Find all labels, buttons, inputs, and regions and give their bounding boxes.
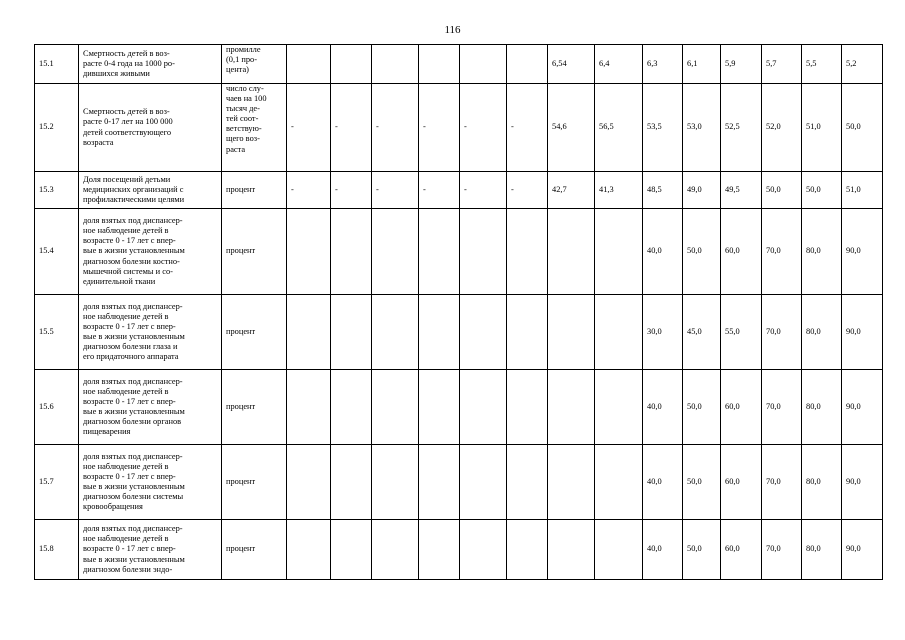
- table-row: [35, 295, 883, 370]
- indicators-table: [34, 44, 883, 580]
- value-cell: -: [460, 172, 507, 209]
- value-cell: 50,0: [683, 445, 721, 520]
- value-cell: [287, 520, 331, 580]
- value-cell: 70,0: [762, 295, 802, 370]
- value-cell: [548, 370, 595, 445]
- value-cell: 90,0: [842, 520, 883, 580]
- row-number: 15.8: [35, 520, 79, 580]
- value-cell: -: [419, 172, 460, 209]
- row-number: 15.7: [35, 445, 79, 520]
- value-cell: [287, 445, 331, 520]
- unit-of-measure: процент: [222, 295, 287, 370]
- value-cell: [331, 370, 372, 445]
- value-cell: [595, 520, 643, 580]
- value-cell: 5,9: [721, 45, 762, 84]
- value-cell: 40,0: [643, 209, 683, 295]
- value-cell: 50,0: [802, 172, 842, 209]
- value-cell: 50,0: [683, 370, 721, 445]
- value-cell: [419, 370, 460, 445]
- value-cell: [460, 370, 507, 445]
- value-cell: 50,0: [683, 209, 721, 295]
- value-cell: [331, 295, 372, 370]
- value-cell: [507, 370, 548, 445]
- value-cell: 80,0: [802, 209, 842, 295]
- row-number: 15.5: [35, 295, 79, 370]
- value-cell: -: [287, 172, 331, 209]
- value-cell: -: [287, 84, 331, 172]
- value-cell: 42,7: [548, 172, 595, 209]
- value-cell: [372, 45, 419, 84]
- indicator-name: Доля посещений детьми медицинских организаций с профилактическими целями: [79, 172, 222, 209]
- unit-of-measure: процент: [222, 370, 287, 445]
- value-cell: 90,0: [842, 370, 883, 445]
- value-cell: [460, 445, 507, 520]
- unit-of-measure: процент: [222, 172, 287, 209]
- value-cell: [548, 209, 595, 295]
- value-cell: 41,3: [595, 172, 643, 209]
- value-cell: 50,0: [842, 84, 883, 172]
- value-cell: 60,0: [721, 370, 762, 445]
- value-cell: 53,0: [683, 84, 721, 172]
- indicator-name: доля взятых под диспансер- ное наблюдение детей в возрасте 0 - 17 лет с впер- вые в жизни установленным диагнозом болезни глаза и его придаточного аппарата: [79, 295, 222, 370]
- value-cell: [331, 445, 372, 520]
- indicator-name: Смертность детей в воз- расте 0-4 года на 1000 ро- дившихся живыми: [79, 45, 222, 84]
- value-cell: 30,0: [643, 295, 683, 370]
- value-cell: 50,0: [683, 520, 721, 580]
- value-cell: [331, 520, 372, 580]
- page-number: 116: [444, 24, 461, 36]
- value-cell: [372, 370, 419, 445]
- value-cell: 5,2: [842, 45, 883, 84]
- unit-of-measure: процент: [222, 520, 287, 580]
- value-cell: [287, 209, 331, 295]
- table-body: [35, 45, 883, 580]
- value-cell: [419, 295, 460, 370]
- indicator-name: доля взятых под диспансер- ное наблюдение детей в возрасте 0 - 17 лет с впер- вые в жизни установленным диагнозом болезни костно- мышечной системы и со- единительной ткани: [79, 209, 222, 295]
- value-cell: [460, 520, 507, 580]
- value-cell: 52,0: [762, 84, 802, 172]
- value-cell: [419, 45, 460, 84]
- row-number: 15.6: [35, 370, 79, 445]
- table-row: [35, 172, 883, 209]
- value-cell: [507, 520, 548, 580]
- value-cell: -: [419, 84, 460, 172]
- value-cell: [372, 520, 419, 580]
- value-cell: [372, 445, 419, 520]
- value-cell: 6,1: [683, 45, 721, 84]
- value-cell: 55,0: [721, 295, 762, 370]
- unit-of-measure: промилле (0,1 про- цента): [222, 45, 287, 84]
- value-cell: [460, 45, 507, 84]
- value-cell: 90,0: [842, 209, 883, 295]
- value-cell: [419, 209, 460, 295]
- value-cell: [548, 295, 595, 370]
- value-cell: [507, 45, 548, 84]
- row-number: 15.3: [35, 172, 79, 209]
- value-cell: 48,5: [643, 172, 683, 209]
- value-cell: -: [460, 84, 507, 172]
- value-cell: 90,0: [842, 295, 883, 370]
- value-cell: 80,0: [802, 370, 842, 445]
- indicator-name: доля взятых под диспансер- ное наблюдение детей в возрасте 0 - 17 лет с впер- вые в жизни установленным диагнозом болезни эндо-: [79, 520, 222, 580]
- value-cell: [595, 370, 643, 445]
- unit-of-measure: процент: [222, 445, 287, 520]
- indicator-name: доля взятых под диспансер- ное наблюдение детей в возрасте 0 - 17 лет с впер- вые в жизни установленным диагнозом болезни органов пищеварения: [79, 370, 222, 445]
- value-cell: [548, 520, 595, 580]
- indicator-name: Смертность детей в воз- расте 0-17 лет на 100 000 детей соответствующего возраста: [79, 84, 222, 172]
- value-cell: [419, 520, 460, 580]
- value-cell: -: [372, 84, 419, 172]
- value-cell: [419, 445, 460, 520]
- value-cell: 40,0: [643, 370, 683, 445]
- value-cell: -: [507, 172, 548, 209]
- value-cell: 5,5: [802, 45, 842, 84]
- value-cell: -: [331, 172, 372, 209]
- value-cell: 70,0: [762, 520, 802, 580]
- value-cell: 54,6: [548, 84, 595, 172]
- value-cell: [460, 209, 507, 295]
- value-cell: 40,0: [643, 445, 683, 520]
- indicator-name: доля взятых под диспансер- ное наблюдение детей в возрасте 0 - 17 лет с впер- вые в жизни установленным диагнозом болезни системы кровообращения: [79, 445, 222, 520]
- value-cell: 52,5: [721, 84, 762, 172]
- value-cell: [595, 295, 643, 370]
- value-cell: 90,0: [842, 445, 883, 520]
- value-cell: [331, 45, 372, 84]
- value-cell: -: [331, 84, 372, 172]
- value-cell: [287, 370, 331, 445]
- table-row: [35, 45, 883, 84]
- value-cell: 49,5: [721, 172, 762, 209]
- value-cell: [507, 295, 548, 370]
- value-cell: [595, 445, 643, 520]
- value-cell: 80,0: [802, 445, 842, 520]
- value-cell: [460, 295, 507, 370]
- value-cell: 6,4: [595, 45, 643, 84]
- value-cell: 49,0: [683, 172, 721, 209]
- value-cell: [287, 295, 331, 370]
- value-cell: 51,0: [842, 172, 883, 209]
- value-cell: 40,0: [643, 520, 683, 580]
- value-cell: [507, 445, 548, 520]
- value-cell: 45,0: [683, 295, 721, 370]
- value-cell: 70,0: [762, 445, 802, 520]
- value-cell: 53,5: [643, 84, 683, 172]
- value-cell: [372, 209, 419, 295]
- value-cell: 51,0: [802, 84, 842, 172]
- value-cell: 56,5: [595, 84, 643, 172]
- unit-of-measure: процент: [222, 209, 287, 295]
- table-row: [35, 370, 883, 445]
- value-cell: 6,3: [643, 45, 683, 84]
- value-cell: 60,0: [721, 209, 762, 295]
- value-cell: [595, 209, 643, 295]
- value-cell: 5,7: [762, 45, 802, 84]
- value-cell: 70,0: [762, 370, 802, 445]
- value-cell: [287, 45, 331, 84]
- value-cell: 70,0: [762, 209, 802, 295]
- value-cell: [548, 445, 595, 520]
- table-row: [35, 84, 883, 172]
- table-row: [35, 209, 883, 295]
- value-cell: 80,0: [802, 520, 842, 580]
- unit-of-measure: число слу- чаев на 100 тысяч де- тей соот- ветствую- щего воз- раста: [222, 84, 287, 172]
- value-cell: 6,54: [548, 45, 595, 84]
- value-cell: [372, 295, 419, 370]
- value-cell: 80,0: [802, 295, 842, 370]
- value-cell: 60,0: [721, 445, 762, 520]
- row-number: 15.2: [35, 84, 79, 172]
- value-cell: -: [372, 172, 419, 209]
- value-cell: -: [507, 84, 548, 172]
- table-row: [35, 520, 883, 580]
- value-cell: 50,0: [762, 172, 802, 209]
- value-cell: [507, 209, 548, 295]
- row-number: 15.4: [35, 209, 79, 295]
- value-cell: [331, 209, 372, 295]
- table-row: [35, 445, 883, 520]
- row-number: 15.1: [35, 45, 79, 84]
- value-cell: 60,0: [721, 520, 762, 580]
